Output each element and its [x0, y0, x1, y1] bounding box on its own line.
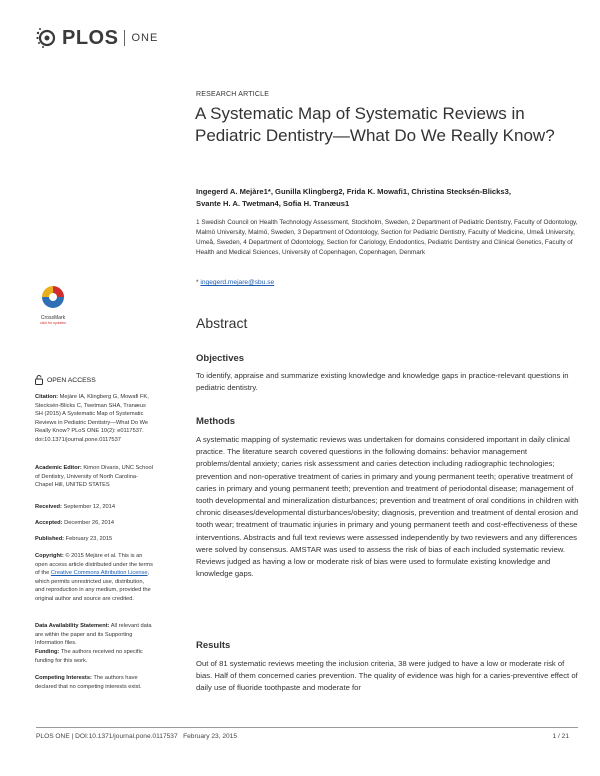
footer-divider	[36, 727, 578, 728]
funding-text: The authors received no specific funding for this work.	[35, 649, 143, 664]
published-block	[35, 535, 155, 544]
received-date: September 12, 2014	[63, 504, 116, 510]
copyright-label: Copyright:	[35, 553, 64, 559]
objectives-text: To identify, appraise and summarize existing knowledge and knowledge gaps in practice-relevant questions in pediatric dentistry.	[196, 371, 569, 393]
open-access-badge	[35, 375, 96, 385]
received-block	[35, 503, 155, 512]
methods-text: A systematic mapping of systematic reviews was undertaken for domains considered important in daily clinical practice. The literature search covered questions in the following domains: behavior management problems/dental anxiety; caries risk assessment and caries detection including radiographic technologies; prevention and non-operative treatment of caries in primary and young permanent teeth; operative treatment of caries in primary and young permanent teeth; prevention and treatment of periodontal disease; management of tooth developmental and mineralization disturbances; prevention and treatment of oral conditions in children with chronic diseases/developmental disturbances/obesity; diagnosis, prevention and treatment of dental erosion and tooth wear; treatment of traumatic injuries in primary and young permanent teeth and cost-effectiveness of these interventions. Abstracts and full text reviews were assessed independently by two reviewers and any differences were solved by consensus. AMSTAR was used to assess the risk of bias of each included systematic review. Reviews judged as having a low or moderate risk of bias were used to formulate existing knowledge and knowledge gaps.	[196, 435, 579, 579]
results-heading: Results	[196, 640, 231, 651]
brand-name: PLOS	[62, 26, 119, 49]
open-lock-icon	[35, 375, 43, 385]
accepted-block	[35, 519, 155, 528]
accepted-date: December 26, 2014	[64, 520, 115, 526]
editor-text: Kimon Divaris, UNC School of Dentistry, University of North Carolina-Chapel Hill, UNITED STATES	[35, 465, 153, 489]
footer-citation: PLOS ONE | DOI:10.1371/journal.pone.0117537 February 23, 2015	[36, 733, 237, 740]
corresponding-email	[196, 279, 274, 286]
copyright-text-a: © 2015 Mejàre et al. This is an open access article distributed under the terms of the	[35, 553, 153, 577]
copyright-text-b: , which permits unrestricted use, distribution, and reproduction in any medium, provided the original author and source are credited.	[35, 570, 151, 602]
data-availability-label: Data Availability Statement:	[35, 623, 110, 629]
journal-name: ONE	[131, 32, 159, 44]
email-star: *	[196, 279, 199, 286]
citation-block	[35, 393, 155, 445]
page-number: 1 / 21	[552, 733, 569, 740]
email-link[interactable]: ingegerd.mejare@sbu.se	[200, 279, 275, 286]
competing-interests-label: Competing Interests:	[35, 675, 92, 681]
funding-label: Funding:	[35, 649, 60, 655]
affiliations: 1 Swedish Council on Health Technology Assessment, Stockholm, Sweden, 2 Department of Pediatric Dentistry, Faculty of Odontology, Malmö University, Malmö, Sweden, 3 Department of Odontology, Section for Pediatric Dentistry, Faculty of Medicine, Umeå University, Umeå, Sweden, 4 Department of Odontology, Section for Cariology, Endodontics, Pediatric Dentistry and Clinical Genetics, Faculty of Health and Medical Sciences, University of Copenhagen, Copenhagen, Denmark	[196, 219, 578, 256]
logo-divider	[124, 30, 125, 46]
author-list	[196, 186, 576, 210]
author-line-2: Svante H. A. Twetman4, Sofia H. Tranæus1	[196, 199, 350, 208]
objectives-heading: Objectives	[196, 353, 245, 364]
data-availability-text: All relevant data are within the paper and its Supporting Information files.	[35, 623, 152, 647]
plos-one-logo[interactable]	[36, 26, 158, 50]
editor-block	[35, 464, 155, 490]
data-availability-block	[35, 622, 155, 648]
crossmark-sublabel: click for updates	[40, 321, 66, 325]
license-link[interactable]: Creative Commons Attribution License	[50, 570, 148, 577]
competing-interests-text: The authors have declared that no competing interests exist.	[35, 675, 142, 690]
published-label: Published:	[35, 536, 65, 542]
open-access-label: OPEN ACCESS	[47, 376, 96, 384]
article-title: A Systematic Map of Systematic Reviews in Pediatric Dentistry—What Do We Really Know?	[195, 104, 555, 145]
published-date: February 23, 2015	[65, 536, 113, 542]
crossmark-badge[interactable]	[38, 285, 68, 325]
article-type-label: RESEARCH ARTICLE	[196, 91, 270, 98]
accepted-label: Accepted:	[35, 520, 63, 526]
results-text: Out of 81 systematic reviews meeting the inclusion criteria, 38 were judged to have a low or moderate risk of bias. Half of them concerned caries prevention. The quality of evidence was high for a caries-preventive effect of daily use of fluoride toothpaste and moderate for	[196, 659, 578, 693]
editor-label: Academic Editor:	[35, 465, 82, 471]
abstract-heading: Abstract	[196, 315, 248, 331]
received-label: Received:	[35, 504, 62, 510]
funding-block	[35, 648, 155, 665]
methods-heading: Methods	[196, 416, 236, 427]
author-line-1: Ingegerd A. Mejàre1*, Gunilla Klingberg2, Frida K. Mowafi1, Christina Stecksén-Blicks3,	[196, 187, 511, 196]
crossmark-label: CrossMark	[40, 315, 66, 321]
citation-label: Citation:	[35, 394, 59, 400]
crossmark-icon	[38, 285, 68, 309]
plos-logo-icon	[36, 27, 58, 49]
citation-text: Mejàre IA, Klingberg G, Mowafi FK, Stecksén-Blicks C, Twetman SHA, Tranæus SH (2015) A Systematic Map of Systematic Reviews in Pediatric Dentistry—What Do We Really Know? PLoS ONE 10(2): e0117537. doi:10.1371/journal.pone.0117537	[35, 394, 149, 443]
copyright-block	[35, 552, 155, 604]
competing-interests-block	[35, 674, 155, 691]
